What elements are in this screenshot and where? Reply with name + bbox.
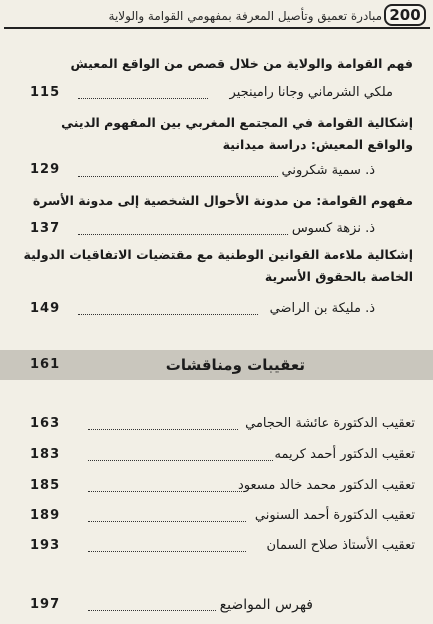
comment-label: تعقيب الدكتور أحمد كريمه: [274, 447, 415, 462]
comment-page: 183: [30, 447, 61, 462]
entry-title: مفهوم القوامة: من مدونة الأحوال الشخصية إلى مدونة الأسرة: [32, 193, 413, 208]
comment-label: تعقيب الدكتور محمد خالد مسعود: [238, 478, 415, 493]
leader-dots: [88, 610, 216, 611]
comment-page: 163: [30, 416, 61, 431]
running-title: مبادرة تعميق وتأصيل المعرفة بمفهومي القوامة والولاية: [108, 9, 382, 23]
comment-label: تعقيب الدكتورة أحمد السنوني: [254, 508, 415, 523]
comment-page: 185: [30, 478, 61, 493]
leader-dots: [78, 234, 288, 235]
entry-author: ذ. سمية شكروني: [281, 163, 375, 178]
leader-dots: [88, 429, 238, 430]
leader-dots: [88, 551, 246, 552]
leader-dots: [78, 98, 208, 99]
index-page: 197: [30, 597, 61, 612]
entry-author: ذ. مليكة بن الراضي: [269, 301, 375, 316]
leader-dots: [78, 176, 278, 177]
entry-title: إشكالية القوامة في المجتمع المغربي بين المفهوم الديني والواقع المعيش: دراسة ميدانية: [61, 115, 413, 152]
page-number: 200: [384, 4, 426, 26]
entry-title: إشكالية ملاءمة القوانين الوطنية مع مقتضيات الاتفاقيات الدولية الخاصة بالحقوق الأسرية: [23, 247, 413, 284]
comment-page: 189: [30, 508, 61, 523]
section-page: 161: [30, 357, 61, 372]
leader-dots: [88, 460, 273, 461]
index-label: فهرس المواضيع: [219, 597, 313, 613]
leader-dots: [88, 521, 246, 522]
comment-page: 193: [30, 538, 61, 553]
leader-dots: [88, 491, 246, 492]
entry-author: ذ. نزهة كسوس: [291, 221, 375, 236]
comment-label: تعقيب الأستاذ صلاح السمان: [266, 538, 415, 553]
section-title: تعقيبات ومناقشات: [165, 356, 305, 374]
entry-page: 129: [30, 162, 61, 177]
entry-page: 115: [30, 85, 61, 100]
comment-label: تعقيب الدكتورة عائشة الحجامي: [245, 416, 415, 431]
entry-author: ملكي الشرماني وجانا رامينجير: [229, 85, 393, 100]
header-rule: [4, 27, 430, 29]
entry-page: 137: [30, 221, 61, 236]
leader-dots: [78, 314, 258, 315]
entry-title: فهم القوامة والولاية من خلال قصص من الواقع المعيش: [70, 56, 413, 71]
entry-page: 149: [30, 301, 61, 316]
